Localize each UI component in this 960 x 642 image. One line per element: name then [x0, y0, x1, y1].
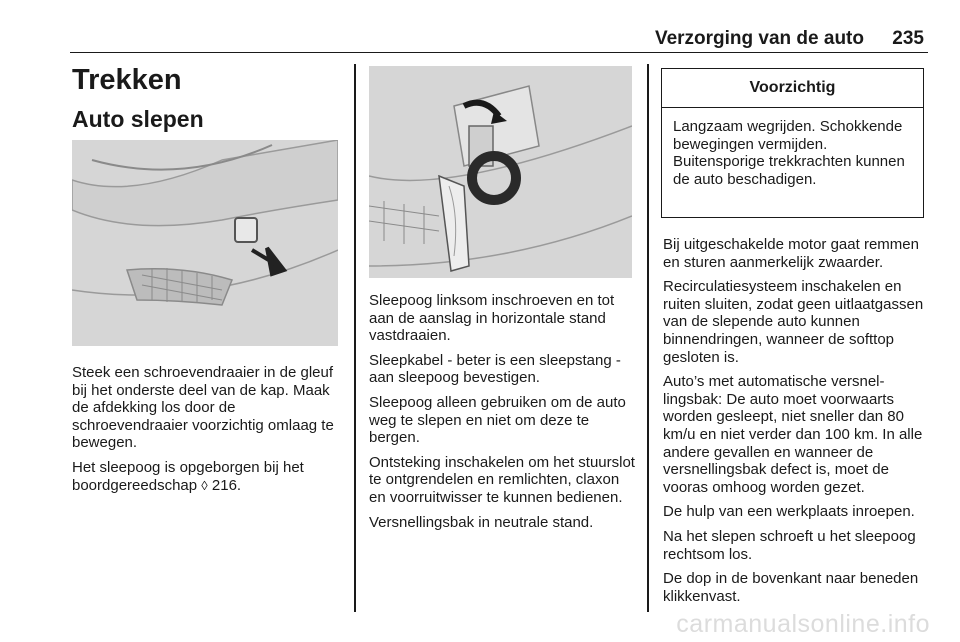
- middle-text: [369, 292, 637, 538]
- paragraph: De dop in de bovenkant naar beneden klikkenvast.: [663, 570, 919, 605]
- column-divider-1: [354, 64, 356, 612]
- page-number: 235: [892, 28, 924, 49]
- caution-title: Voorzichtig: [662, 69, 923, 108]
- page-header: [70, 26, 928, 53]
- section-title: Verzorging van de auto: [654, 28, 864, 49]
- page-reference[interactable]: 216.: [211, 476, 242, 494]
- paragraph: Auto’s met automatische versnellingsbak: De auto moet voorwaarts worden gesleept, niet sneller dan 80 km/u en niet verder dan 100 km. In alle andere gevallen en wanneer de versnellingsbak defect is, moet de vooras omhoog worden gezet.: [663, 373, 923, 496]
- figure-towing-eye: [369, 66, 632, 278]
- paragraph-text: Het sleepoog is opgeborgen bij het boordgereedschap: [72, 458, 304, 494]
- watermark: carmanualsonline.info: [676, 610, 930, 638]
- paragraph: Na het slepen schroeft u het sleepoog rechtsom los.: [663, 527, 916, 563]
- paragraph: Ontsteking inschakelen om het stuurslot te ontgrendelen en remlichten, claxon en voorruitwisser te kunnen bedienen.: [369, 453, 635, 506]
- page-reference-arrow-icon: ◊: [201, 477, 208, 493]
- paragraph: Sleepkabel - beter is een sleepstang - aan sleepoog bevestigen.: [369, 351, 621, 387]
- column-divider-2: [647, 64, 649, 612]
- paragraph-reference: [72, 459, 344, 494]
- paragraph: Sleepoog alleen gebruiken om de auto weg te slepen en niet om deze te bergen.: [369, 393, 626, 447]
- right-text: [663, 236, 927, 612]
- paragraph: Versnellingsbak in neutrale stand.: [369, 513, 594, 531]
- caution-text: Langzaam wegrijden. Schokkende bewegingen vermijden. Buitensporige trekkrachten kunnen de auto beschadigen.: [673, 118, 905, 188]
- towing-eye-illustration: [369, 66, 632, 278]
- paragraph: Steek een schroevendraaier in de gleuf bij het onderste deel van de kap. Maak de afdekking los door de schroevendraaier voorzichtig omlaag te bewegen.: [72, 364, 334, 452]
- paragraph: Bij uitgeschakelde motor gaat remmen en sturen aanmerkelijk zwaarder.: [663, 236, 919, 271]
- caution-box: [661, 68, 924, 218]
- paragraph: De hulp van een werkplaats inroepen.: [663, 503, 915, 521]
- figure-bumper-cover: [72, 140, 338, 346]
- section-heading: Auto slepen: [72, 106, 204, 132]
- bumper-illustration: [72, 140, 338, 346]
- paragraph: Recirculatiesysteem inschakelen en ruiten sluiten, zodat geen uitlaatgassen van de slepende auto kunnen binnendringen, wanneer de softtop gesloten is.: [663, 278, 924, 366]
- paragraph: Sleepoog linksom inschroeven en tot aan de aanslag in horizontale stand vastdraaien.: [369, 292, 615, 345]
- chapter-title: Trekken: [72, 64, 182, 96]
- left-text: [72, 364, 344, 501]
